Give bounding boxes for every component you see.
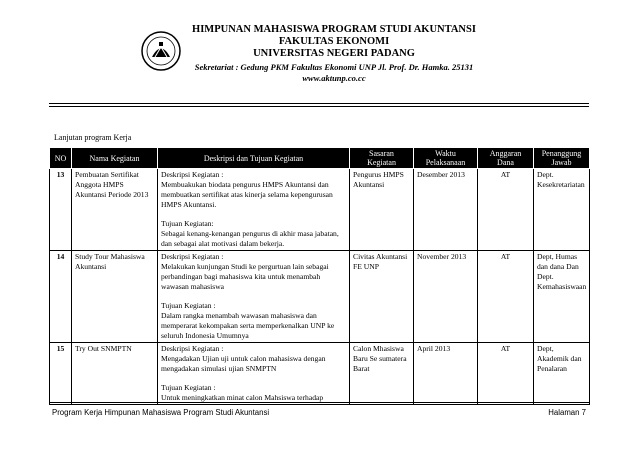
col-deskripsi: Deskripsi dan Tujuan Kegiatan [158,148,350,169]
row-waktu: Desember 2013 [414,169,478,251]
row-no: 13 [50,169,72,251]
header-divider-thin [49,106,589,107]
row-penanggung: Dept, Humas dan dana Dan Dept. Kemahasiswaan [534,251,590,343]
row-anggaran: AT [478,169,534,251]
row-anggaran: AT [478,343,534,405]
table-header-row [50,148,590,169]
page-number: Halaman 7 [548,408,586,417]
header-divider [49,103,589,104]
footer-title: Program Kerja Himpunan Mahasiswa Program Studi Akuntansi [52,408,270,417]
faculty-name: FAKULTAS EKONOMI [278,36,390,47]
org-name: HIMPUNAN MAHASISWA PROGRAM STUDI AKUNTANSI [192,24,476,35]
row-penanggung: Dept. Kesekretariatan [534,169,590,251]
row-sasaran: Pengurus HMPS Akuntansi [350,169,414,251]
row-nama: Pembuatan Sertifikat Anggota HMPS Akuntansi Periode 2013 [72,169,158,251]
row-no: 14 [50,251,72,343]
row-nama: Study Tour Mahasiswa Akuntansi [72,251,158,343]
col-waktu: Waktu Pelaksanaan [414,148,478,169]
row-deskripsi: Deskripsi Kegiatan : Mengadakan Ujian uji untuk calon mahasiswa dengan mengadakan simulasi ujian SNMPTN Tujuan Kegiatan : Untuk meningkatkan minat calon Mahsiswa terhadap [158,343,350,405]
row-anggaran: AT [478,251,534,343]
row-waktu: November 2013 [414,251,478,343]
letterhead [0,24,638,84]
col-penanggung: Penanggung Jawab [534,148,590,169]
row-nama: Try Out SNMPTN [72,343,158,405]
website: www.aktunp.co.cc [302,73,366,83]
program-table [49,147,590,405]
col-nama: Nama Kegiatan [72,148,158,169]
row-deskripsi: Deskripsi Kegiatan : Membuakukan biodata pengurus HMPS Akuntansi dan membuatkan sertifikat atas kinerja selama kepengurusan HMPS Akuntansi. Tujuan Kegiatan: Sebagai kenang-kenangan pengurus di akhir masa jabatan, dan sebagai alat motivasi dalam bekerja. [158,169,350,251]
col-sasaran: Sasaran Kegiatan [350,148,414,169]
col-anggaran: Anggaran Dana [478,148,534,169]
university-name: UNIVERSITAS NEGERI PADANG [253,48,415,59]
row-sasaran: Civitas Akuntansi FE UNP [350,251,414,343]
row-waktu: April 2013 [414,343,478,405]
table-row [50,343,590,405]
table-row [50,169,590,251]
col-no: NO [50,148,72,169]
section-caption: Lanjutan program Kerja [54,133,132,142]
row-penanggung: Dept, Akademik dan Penalaran [534,343,590,405]
table-row [50,251,590,343]
address: Sekretariat : Gedung PKM Fakultas Ekonomi UNP Jl. Prof. Dr. Hamka. 25131 [194,62,474,72]
row-no: 15 [50,343,72,405]
row-sasaran: Calon Mhasiswa Baru Se sumatera Barat [350,343,414,405]
footer-divider [49,402,589,403]
row-deskripsi: Deskripsi Kegiatan : Melakukan kunjungan Studi ke pergurtuan lain sebagai perbandingan bagi mahasiswa kita untuk menambah wawasan mahasiswa Tujuan Kegiatan : Dalam rangka menambah wawasan mahasiswa dan memperarat kekompakan serta memperkenalkan UNP ke seluruh Indonesia Umumnya [158,251,350,343]
